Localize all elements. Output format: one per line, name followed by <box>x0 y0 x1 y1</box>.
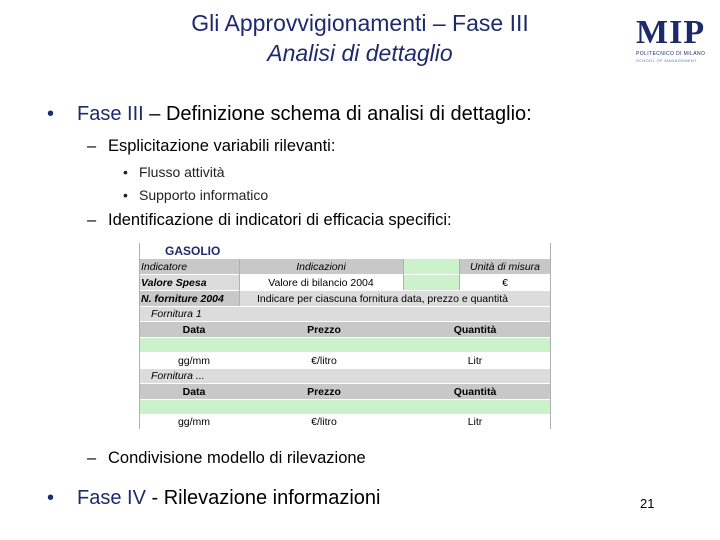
bullet-highlight: Fase IV <box>77 487 146 509</box>
subbullet-text: Identificazione di indicatori di efficacia specifici: <box>108 211 452 229</box>
table-header-row <box>139 259 551 274</box>
subheader-data: Data <box>182 323 206 336</box>
logo-line-2: SCHOOL OF MANAGEMENT <box>636 58 698 63</box>
row-label: Valore Spesa <box>139 275 239 290</box>
fornitura-label: Fornitura ... <box>151 370 205 382</box>
subbullet-text: Condivisione modello di rilevazione <box>108 449 366 467</box>
subheader-data: Data <box>182 385 206 398</box>
bullet-dot: • <box>47 487 55 509</box>
unit-quantita: Litr <box>467 416 483 428</box>
slide-title <box>120 8 600 68</box>
title-main: Gli Approvvigionamenti – Fase III <box>191 10 529 36</box>
header-unita: Unità di misura <box>469 260 541 273</box>
table-border-right <box>550 243 551 429</box>
header-indicazioni: Indicazioni <box>296 260 346 273</box>
unit-prezzo: €/litro <box>311 354 337 367</box>
row-unit: € <box>502 276 508 289</box>
bullet-text <box>77 103 532 126</box>
table-row <box>139 307 551 321</box>
row-label: N. forniture 2004 <box>139 291 239 306</box>
subheader-prezzo: Prezzo <box>307 385 341 398</box>
table-unit-row <box>139 353 551 368</box>
small-bullet-dot: • <box>123 164 128 180</box>
header-indicatore: Indicatore <box>141 260 188 273</box>
table-subheader-row <box>139 322 551 337</box>
subheader-quantita: Quantità <box>453 323 497 336</box>
table-row <box>139 291 551 306</box>
item-text: Flusso attività <box>139 164 225 180</box>
small-bullet-dot: • <box>123 187 128 203</box>
table-title: GASOLIO <box>165 243 221 258</box>
table-divider <box>239 259 240 306</box>
dash-marker: – <box>87 137 97 155</box>
table-divider <box>459 259 460 290</box>
subheader-prezzo: Prezzo <box>307 323 341 336</box>
table-unit-row <box>139 415 551 429</box>
table-title-row <box>139 243 551 258</box>
row-value: Indicare per ciascuna fornitura data, prezzo e quantità <box>239 291 551 306</box>
bullet-rest: – Definizione schema di analisi di dettaglio: <box>143 103 532 125</box>
table-subheader-row <box>139 384 551 399</box>
dash-marker: – <box>87 211 97 229</box>
bullet-highlight: Fase III <box>77 103 144 125</box>
header-green-cell <box>403 259 459 274</box>
bullet-text <box>77 487 380 510</box>
row-value: Valore di bilancio 2004 <box>268 276 374 289</box>
bullet-rest: - Rilevazione informazioni <box>145 487 381 509</box>
mip-logo <box>636 16 720 64</box>
unit-data: gg/mm <box>177 354 211 367</box>
table-input-row <box>139 338 551 352</box>
fornitura-label: Fornitura 1 <box>151 308 202 320</box>
table-border-left <box>139 243 140 429</box>
gasolio-table <box>139 243 551 429</box>
table-divider <box>403 259 404 290</box>
item-text: Supporto informatico <box>139 187 269 203</box>
table-row <box>139 275 551 290</box>
title-subtitle: Analisi di dettaglio <box>267 40 453 66</box>
dash-marker: – <box>87 449 97 467</box>
unit-data: gg/mm <box>177 416 211 428</box>
logo-line-1: POLITECNICO DI MILANO <box>636 51 706 57</box>
logo-text: MIP <box>636 14 706 51</box>
subheader-quantita: Quantità <box>453 385 497 398</box>
subbullet-text: Esplicitazione variabili rilevanti: <box>108 137 336 155</box>
bullet-dot: • <box>47 103 55 125</box>
row-green-cell <box>403 275 459 290</box>
page-number: 21 <box>640 496 655 511</box>
unit-prezzo: €/litro <box>311 416 337 428</box>
table-input-row <box>139 400 551 414</box>
table-row <box>139 369 551 383</box>
unit-quantita: Litr <box>467 354 483 367</box>
